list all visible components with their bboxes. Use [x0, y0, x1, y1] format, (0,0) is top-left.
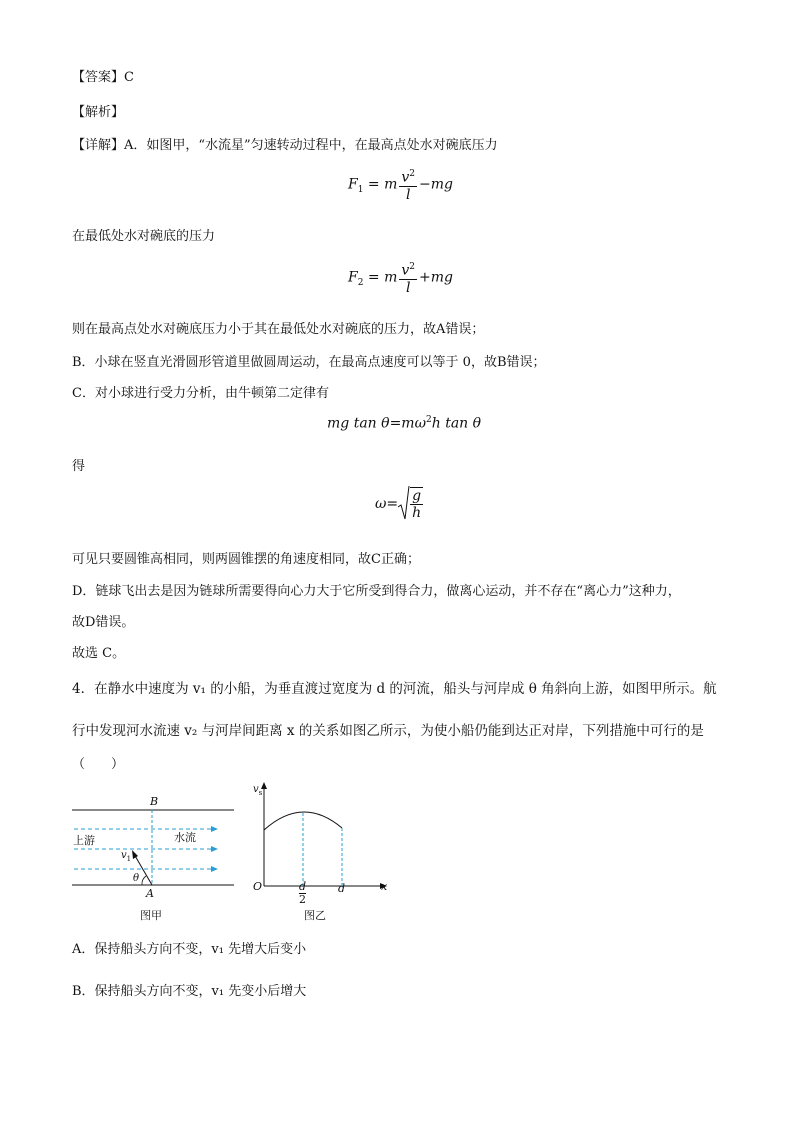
label-d-half-num: d — [299, 880, 307, 893]
label-v1-sub: 1 — [126, 855, 132, 863]
option-b: B．保持船头方向不变，v₁ 先变小后增大 — [72, 984, 307, 999]
eq3-right-rest: h tan θ — [431, 415, 482, 432]
line-b: B．小球在竖直光滑圆形管道里做圆周运动，在最高点速度可以等于 0，故B错误； — [72, 355, 546, 370]
eq4-fraction — [410, 487, 423, 521]
eq4-omega: ω — [375, 496, 387, 512]
conclusion-a: 则在最高点处水对碗底压力小于其在最低处水对碗底的压力，故A错误； — [72, 322, 485, 337]
caption-yi: 图乙 — [304, 909, 326, 922]
theta-arc — [142, 876, 146, 885]
detail-line: 【详解】A．如图甲，“水流星”匀速转动过程中，在最高点处水对碗底压力 — [72, 138, 498, 153]
label-vs-sub: s — [258, 789, 263, 797]
label-vs — [253, 784, 262, 797]
eq1-sub: 1 — [357, 185, 364, 196]
answer-line — [72, 66, 134, 85]
eq2-sub: 2 — [357, 278, 364, 289]
analysis-label: 【解析】 — [72, 105, 125, 120]
caption-jia: 图甲 — [140, 909, 162, 922]
eq2-sup: 2 — [409, 262, 416, 272]
eq2-den: l — [405, 279, 411, 296]
q4-paren: （ ） — [72, 757, 125, 772]
eq1-den: l — [405, 186, 411, 203]
eq3-left: mg tan θ — [327, 415, 390, 432]
label-vs-letter: v — [253, 784, 259, 795]
flow-arrows — [74, 826, 218, 872]
answer-value: C — [124, 70, 134, 85]
line-d2: 故D错误。 — [72, 615, 135, 630]
eq3-right-m: mω — [401, 415, 426, 432]
label-b: B — [150, 795, 159, 808]
v1-arrowhead — [132, 850, 138, 859]
label-theta: θ — [133, 873, 140, 884]
label-v1 — [121, 850, 131, 863]
label-upstream: 上游 — [73, 834, 95, 847]
label-origin: O — [253, 880, 263, 893]
eq1-lhs: F — [348, 176, 358, 193]
label-x: x — [381, 880, 388, 893]
eq2-fraction — [399, 259, 417, 296]
de-label: 得 — [72, 459, 86, 474]
eq2-lhs: F — [348, 269, 358, 286]
label-a: A — [146, 887, 154, 900]
equation-f1 — [348, 166, 453, 203]
label-v1-letter: v — [121, 850, 127, 861]
choose-line: 故选 C。 — [72, 646, 126, 661]
q4-line-2: 行中发现河水流速 v₂ 与河岸间距离 x 的关系如图乙所示，为使小船仍能到达正对岸，下列措施中可行的是 — [72, 723, 704, 739]
sqrt-sign — [398, 485, 410, 523]
line-c: C．对小球进行受力分析，由牛顿第二定律有 — [72, 386, 329, 401]
equation-f2 — [348, 259, 453, 296]
q4-line-1: 4．在静水中速度为 v₁ 的小船，为垂直渡过宽度为 d 的河流，船头与河岸成 θ 角斜向上游，如图甲所示。航 — [72, 681, 717, 697]
label-d-half-den: 2 — [299, 893, 307, 906]
answer-label: 【答案】 — [72, 70, 125, 85]
option-a: A．保持船头方向不变，v₁ 先增大后变小 — [72, 942, 307, 957]
equation-c — [327, 415, 481, 432]
eq2-tail: +mg — [419, 269, 453, 286]
eq3-equals: = — [389, 415, 402, 432]
eq3-sup: 2 — [426, 415, 432, 425]
eq1-sup: 2 — [409, 169, 416, 179]
figure-yi — [255, 780, 395, 895]
label-d: d — [338, 882, 346, 895]
conclusion-c: 可见只要圆锥高相同，则两圆锥摆的角速度相同，故C正确； — [72, 552, 420, 567]
label-d-half — [299, 881, 306, 906]
eq2-num: v — [401, 262, 410, 279]
eq1-tail: −mg — [419, 176, 453, 193]
eq4-equals: = — [386, 496, 399, 512]
equation-omega — [375, 485, 425, 523]
low-line: 在最低处水对碗底的压力 — [72, 229, 216, 244]
eq1-num: v — [401, 169, 410, 186]
eq4-den: h — [412, 505, 422, 521]
label-flow: 水流 — [174, 831, 196, 844]
eq2-equals: = m — [363, 269, 398, 286]
eq1-equals: = m — [363, 176, 398, 193]
eq1-fraction — [399, 166, 417, 203]
eq4-num: g — [412, 488, 422, 504]
line-d1: D．链球飞出去是因为链球所需要得向心力大于它所受到得合力，做离心运动，并不存在“离心力”这种力， — [72, 584, 681, 599]
